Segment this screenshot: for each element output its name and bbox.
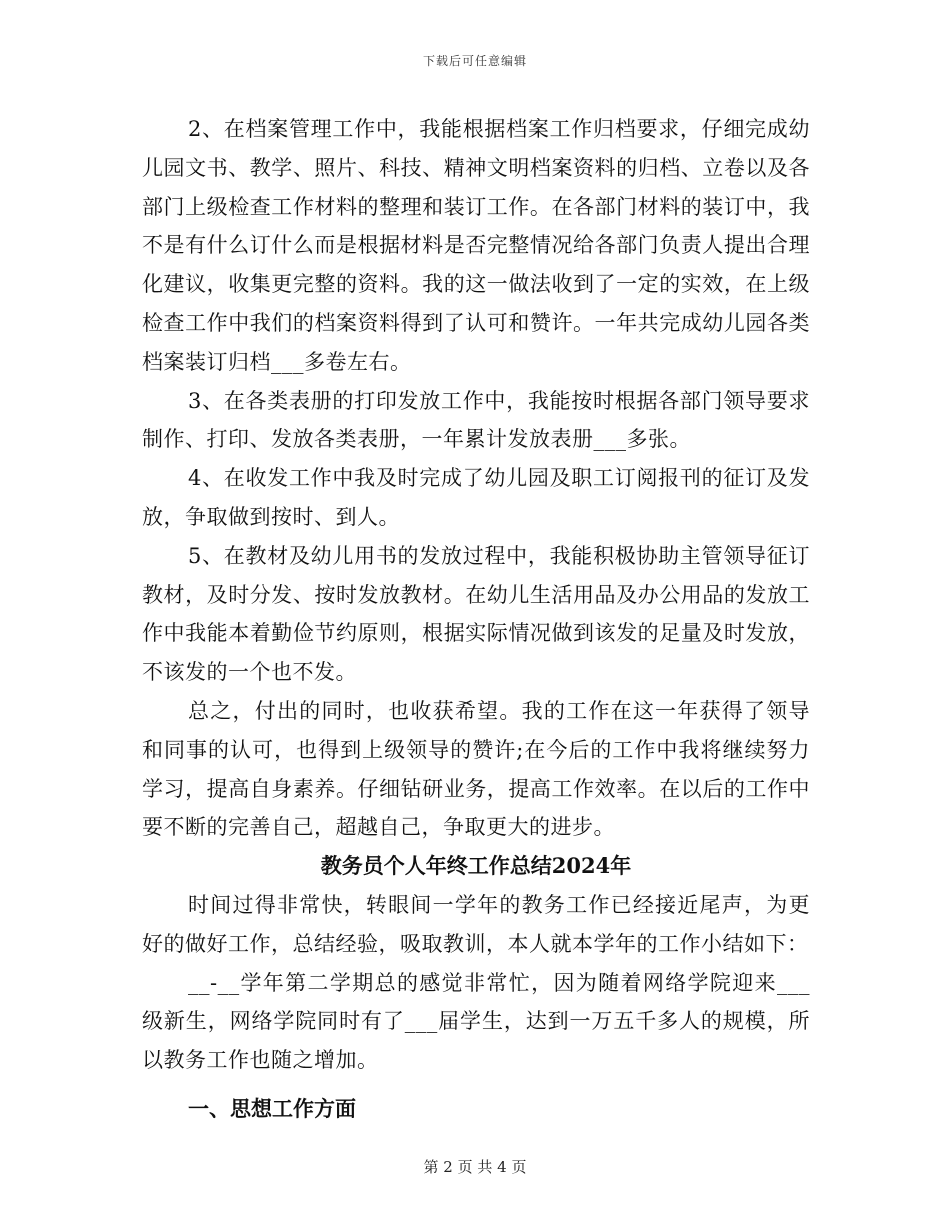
paragraph-form-printing: 3、在各类表册的打印发放工作中，我能按时根据各部门领导要求制作、打印、发放各类表册，一年累计发放表册___多张。 [142,388,810,452]
paragraph-mail-handling: 4、在收发工作中我及时完成了幼儿园及职工订阅报刊的征订及发放，争取做到按时、到人。 [142,466,810,529]
page-number: 第 2 页 共 4 页 [423,1158,527,1176]
section-title: 教务员个人年终工作总结2024年 [320,853,632,879]
document-body [142,110,810,1129]
paragraph-intro: 时间过得非常快，转眼间一学年的教务工作已经接近尾声，为更好的做好工作，总结经验，吸取教训，本人就本学年的工作小结如下： [142,892,810,956]
paragraph-conclusion: 总之，付出的同时，也收获希望。我的工作在这一年获得了领导和同事的认可，也得到上级领导的赞许;在今后的工作中我将继续努力学习，提高自身素养。仔细钻研业务，提高工作效率。在以后的工作中要不断的完善自己，超越自己，争取更大的进步。 [142,698,810,840]
section-heading-ideology: 一、思想工作方面 [188,1095,356,1121]
paragraph-semester-summary: __-__学年第二学期总的感觉非常忙，因为随着网络学院迎来___级新生，网络学院同时有了___届学生，达到一万五千多人的规模，所以教务工作也随之增加。 [142,970,810,1073]
paragraph-archive-management: 2、在档案管理工作中，我能根据档案工作归档要求，仔细完成幼儿园文书、教学、照片、科技、精神文明档案资料的归档、立卷以及各部门上级检查工作材料的整理和装订工作。在各部门材料的装订中，我不是有什么订什么而是根据材料是否完整情况给各部门负责人提出合理化建议，收集更完整的资料。我的这一做法收到了一定的实效，在上级检查工作中我们的档案资料得到了认可和赞许。一年共完成幼儿园各类档案装订归档___多卷左右。 [142,117,810,374]
page-header: 下载后可任意编辑 [422,54,527,68]
paragraph-textbook-distribution: 5、在教材及幼儿用书的发放过程中，我能积极协助主管领导征订教材，及时分发、按时发放教材。在幼儿生活用品及办公用品的发放工作中我能本着勤俭节约原则，根据实际情况做到该发的足量及时发放，不该发的一个也不发。 [142,543,810,685]
